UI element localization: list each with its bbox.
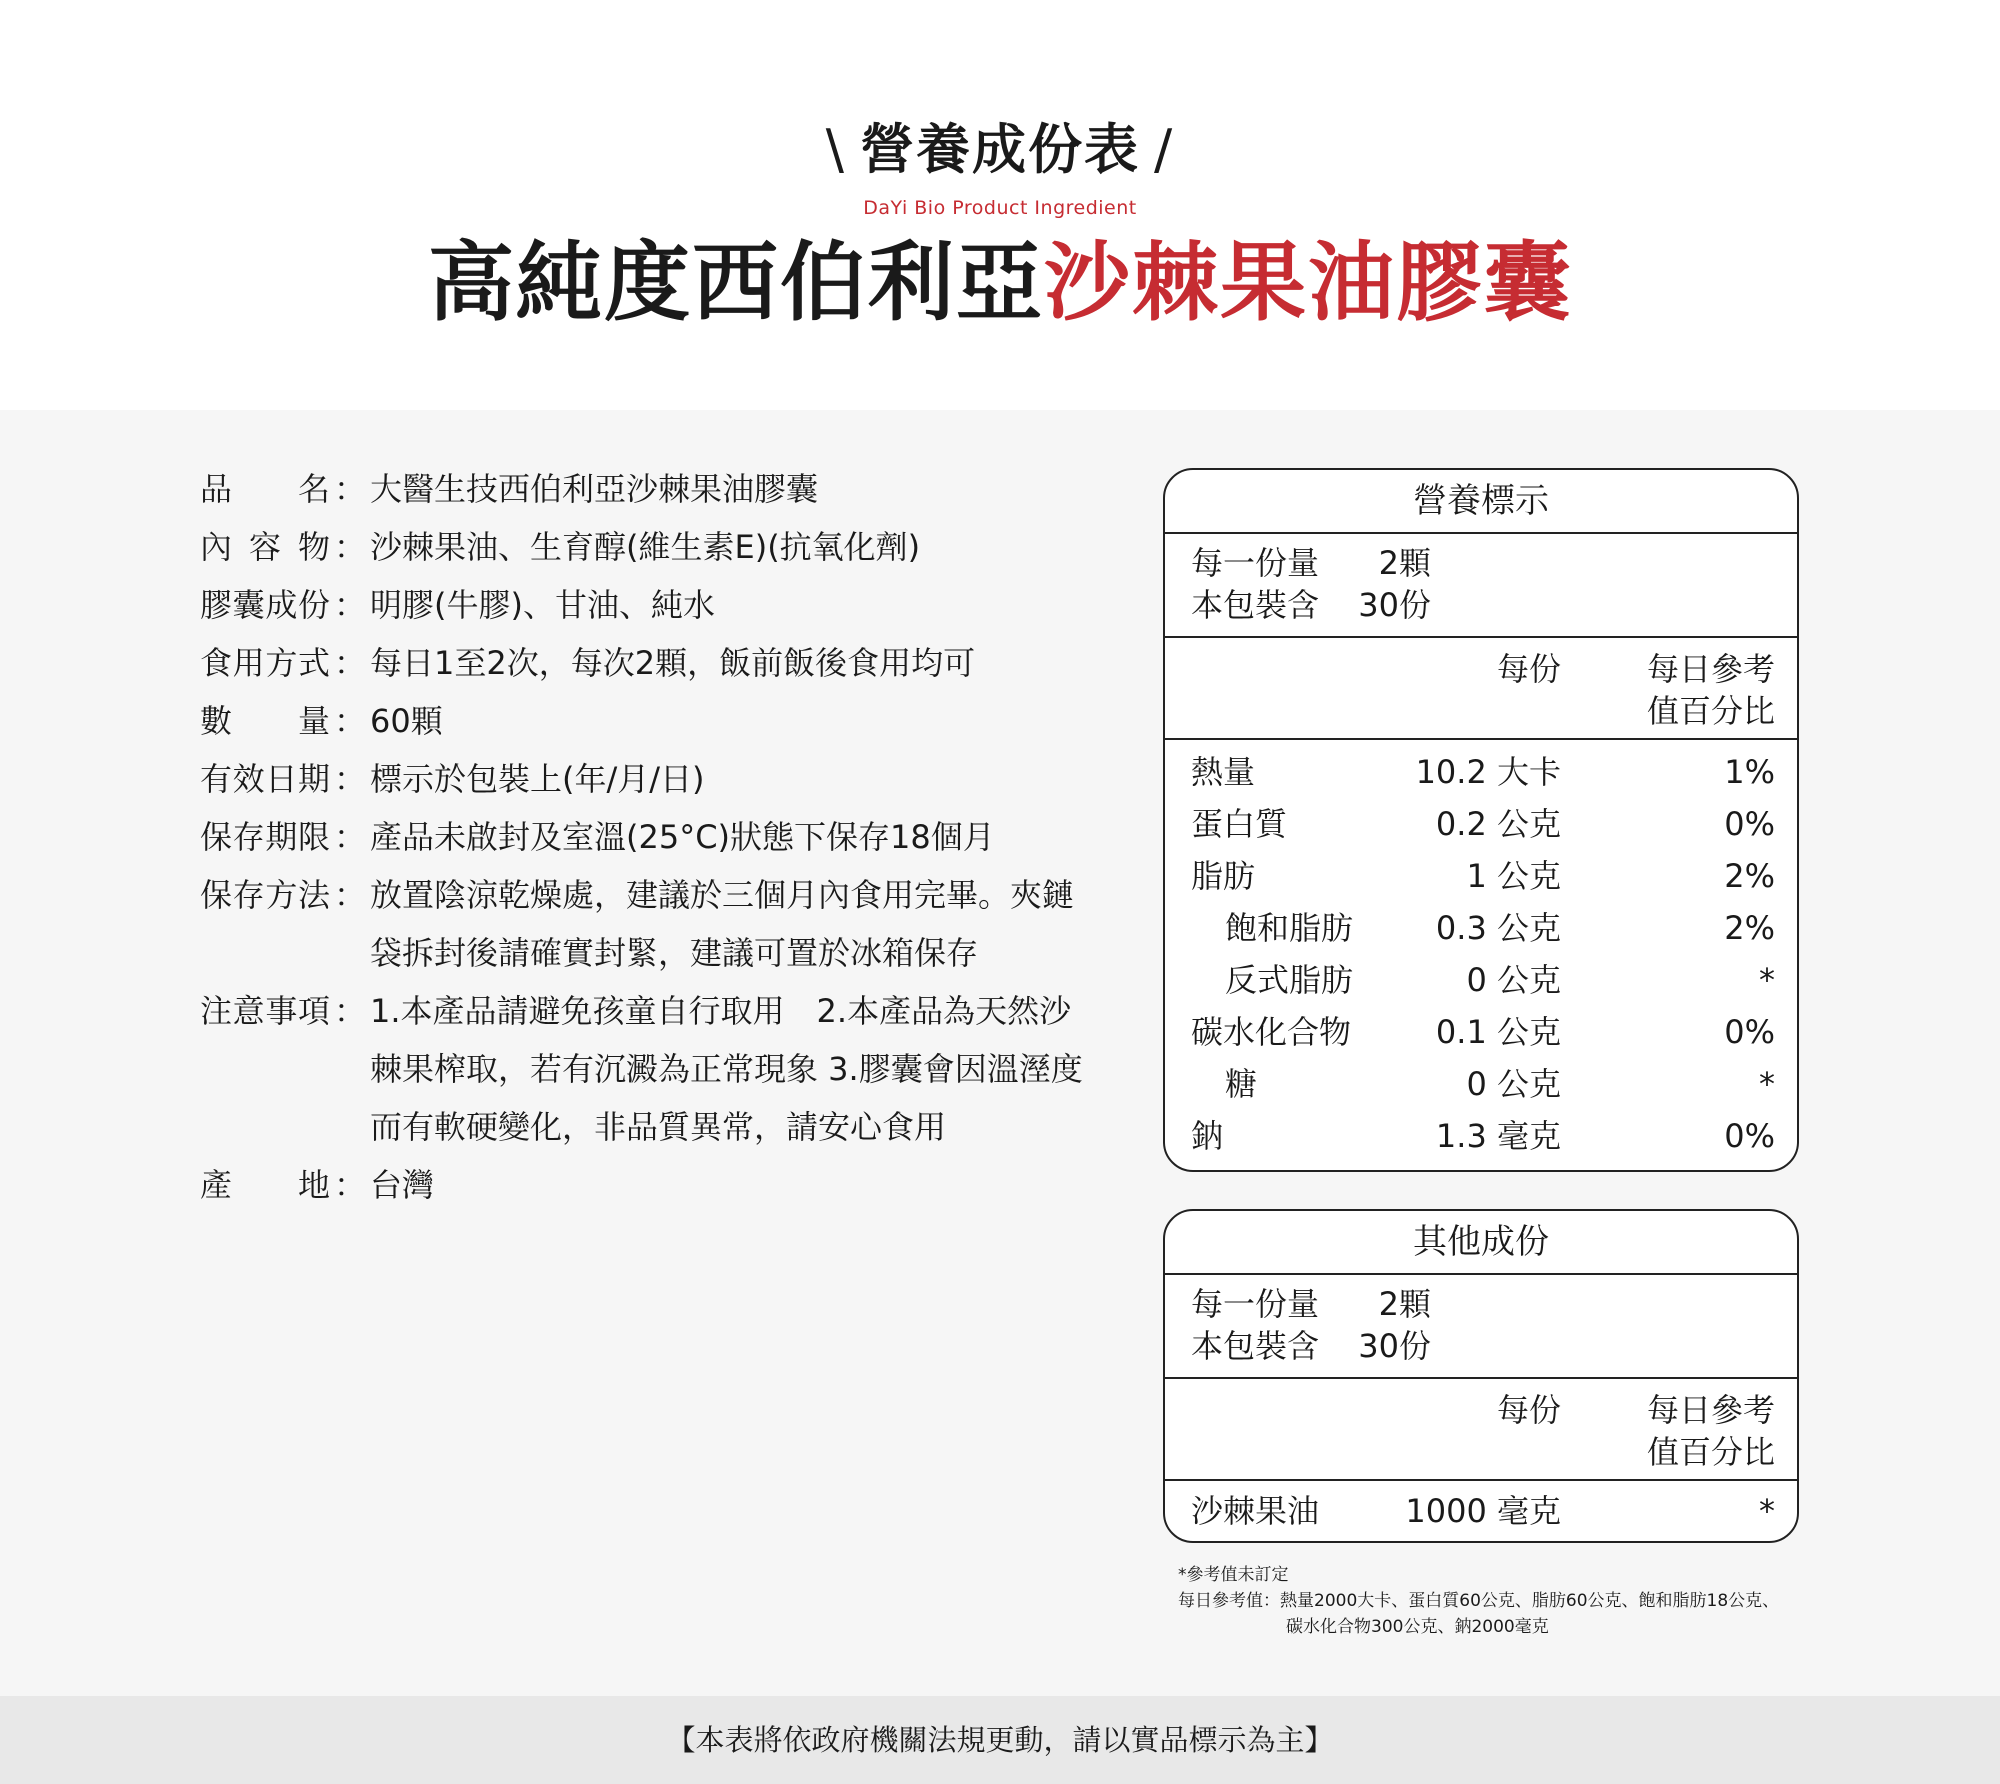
nutrient-row-trans-fat (1191, 954, 1775, 1006)
nutrient-amount: 10.2 大卡 (1415, 753, 1561, 791)
other-serving-size-row (1191, 1283, 1771, 1325)
info-row-notes (200, 982, 1100, 1156)
serving-value: 2顆 (1378, 1285, 1431, 1323)
nutrient-row-sugar (1191, 1058, 1775, 1110)
english-caption: DaYi Bio Product Ingredient (863, 197, 1137, 219)
info-label: 有效日期 (200, 760, 330, 798)
ingredient-row-seabuckthorn-oil (1191, 1485, 1775, 1537)
nutrient-amount: 0.1 公克 (1435, 1013, 1561, 1051)
info-colon: ： (333, 876, 366, 914)
nutrient-name: 熱量 (1191, 753, 1256, 791)
other-servings-per-pack-row (1191, 1325, 1771, 1367)
column-blank (1191, 1389, 1351, 1473)
nutrient-name: 反式脂肪 (1225, 961, 1354, 999)
product-info-list (200, 460, 1100, 1214)
info-label: 注意事項 (200, 992, 330, 1030)
info-colon: ： (333, 818, 366, 856)
pack-label: 本包裝含 (1191, 586, 1320, 624)
nutrient-amount: 0 公克 (1466, 1065, 1561, 1103)
info-colon: ： (333, 470, 366, 508)
column-daily-line2: 值百分比 (1646, 692, 1775, 730)
nutrition-title: 營養標示 (1165, 470, 1797, 534)
info-value: 標示於包裝上(年/月/日) (370, 760, 705, 798)
info-colon: ： (333, 760, 366, 798)
footnote-line3: 碳水化合物300公克、鈉2000毫克 (1286, 1617, 1549, 1637)
column-per-serving: 每份 (1496, 1391, 1561, 1429)
nutrient-name: 脂肪 (1191, 857, 1256, 895)
info-row-storage (200, 866, 1100, 982)
nutrient-amount: 0 公克 (1466, 961, 1561, 999)
servings-per-pack-row (1191, 584, 1771, 626)
info-value: 產品未啟封及室溫(25°C)狀態下保存18個月 (370, 818, 995, 856)
nutrient-amount: 0.3 公克 (1435, 909, 1561, 947)
slash-right: / (1154, 118, 1175, 181)
info-label: 品名 (200, 470, 330, 508)
title-black-part: 高純度西伯利亞 (428, 233, 1044, 333)
nutrient-percent: 1% (1724, 753, 1775, 791)
nutrient-row-fat (1191, 850, 1775, 902)
info-value: 每日1至2次，每次2顆，飯前飯後食用均可 (370, 644, 976, 682)
info-value: 1.本產品請避免孩童自行取用 2.本產品為天然沙棘果榨取，若有沉澱為正常現象 3.膠囊會因溫溼度而有軟硬變化，非品質異常，請安心食用 (370, 992, 1083, 1146)
info-row-shelf-life (200, 808, 1100, 866)
info-value: 明膠(牛膠)、甘油、純水 (370, 586, 715, 624)
nutrient-percent: * (1759, 961, 1775, 999)
footnote-line1: *參考值未訂定 (1178, 1565, 1289, 1585)
nutrient-percent: * (1759, 1065, 1775, 1103)
disclaimer-banner: 【本表將依政府機關法規更動，請以實品標示為主】 (0, 1696, 2000, 1784)
info-row-quantity (200, 692, 1100, 750)
ingredient-percent: * (1759, 1492, 1775, 1530)
pack-value: 30份 (1358, 586, 1431, 624)
serving-value: 2顆 (1378, 544, 1431, 582)
footnote (1178, 1562, 1779, 1640)
column-daily-line1: 每日參考 (1646, 1391, 1775, 1429)
info-label: 內容物 (200, 528, 330, 566)
info-row-contents (200, 518, 1100, 576)
info-label: 保存方法 (200, 876, 330, 914)
serving-info (1165, 534, 1797, 638)
info-colon: ： (333, 644, 366, 682)
nutrition-rows (1165, 740, 1797, 1170)
nutrient-amount: 1.3 毫克 (1435, 1117, 1561, 1155)
nutrient-row-saturated-fat (1191, 902, 1775, 954)
serving-label: 每一份量 (1191, 1285, 1320, 1323)
info-row-origin (200, 1156, 1100, 1214)
nutrient-amount: 0.2 公克 (1435, 805, 1561, 843)
nutrient-percent: 0% (1724, 1013, 1775, 1051)
nutrient-amount: 1 公克 (1466, 857, 1561, 895)
column-daily-value (1561, 648, 1775, 732)
content-area (0, 410, 2000, 1696)
info-value: 台灣 (370, 1166, 435, 1204)
ingredient-amount: 1000 毫克 (1405, 1492, 1561, 1530)
column-daily-value (1561, 1389, 1775, 1473)
slash-left: \ (825, 118, 846, 181)
info-value: 60顆 (370, 702, 443, 740)
nutrient-row-carbohydrate (1191, 1006, 1775, 1058)
page-header (0, 0, 2000, 410)
info-row-name (200, 460, 1100, 518)
column-per-serving: 每份 (1496, 650, 1561, 688)
info-row-usage (200, 634, 1100, 692)
nutrient-row-sodium (1191, 1110, 1775, 1162)
nutrient-name: 碳水化合物 (1191, 1013, 1352, 1051)
section-subtitle (0, 110, 2000, 190)
nutrient-row-calories (1191, 746, 1775, 798)
nutrient-name: 鈉 (1191, 1117, 1224, 1155)
ingredient-name: 沙棘果油 (1191, 1492, 1320, 1530)
nutrient-row-protein (1191, 798, 1775, 850)
nutrient-name: 糖 (1225, 1065, 1258, 1103)
info-value: 沙棘果油、生育醇(維生素E)(抗氧化劑) (370, 528, 921, 566)
nutrition-facts-box (1163, 468, 1799, 1172)
info-colon: ： (333, 1166, 366, 1204)
pack-value: 30份 (1358, 1327, 1431, 1365)
info-value: 放置陰涼乾燥處，建議於三個月內食用完畢。夾鏈袋拆封後請確實封緊，建議可置於冰箱保存 (370, 876, 1075, 972)
column-daily-line2: 值百分比 (1646, 1433, 1775, 1471)
info-label: 數量 (200, 702, 330, 740)
footnote-line2: 每日參考值：熱量2000大卡、蛋白質60公克、脂肪60公克、飽和脂肪18公克、 (1178, 1591, 1780, 1611)
pack-label: 本包裝含 (1191, 1327, 1320, 1365)
page-title (0, 228, 2000, 338)
nutrient-percent: 2% (1724, 857, 1775, 895)
info-label: 食用方式 (200, 644, 330, 682)
column-blank (1191, 648, 1351, 732)
info-colon: ： (333, 528, 366, 566)
info-row-capsule (200, 576, 1100, 634)
nutrition-column-header (1165, 638, 1797, 740)
nutrient-percent: 0% (1724, 805, 1775, 843)
column-daily-line1: 每日參考 (1646, 650, 1775, 688)
info-colon: ： (333, 992, 366, 1030)
other-rows (1165, 1481, 1797, 1541)
nutrient-percent: 0% (1724, 1117, 1775, 1155)
serving-label: 每一份量 (1191, 544, 1320, 582)
info-colon: ： (333, 586, 366, 624)
info-label: 產地 (200, 1166, 330, 1204)
info-value: 大醫生技西伯利亞沙棘果油膠囊 (370, 470, 819, 508)
nutrient-name: 蛋白質 (1191, 805, 1288, 843)
info-label: 膠囊成份 (200, 586, 330, 624)
info-row-expiry (200, 750, 1100, 808)
info-label: 保存期限 (200, 818, 330, 856)
other-title: 其他成份 (1165, 1211, 1797, 1275)
other-ingredients-box (1163, 1209, 1799, 1543)
other-column-header (1165, 1379, 1797, 1481)
nutrient-percent: 2% (1724, 909, 1775, 947)
subtitle-text: 營養成份表 (860, 118, 1140, 181)
serving-size-row (1191, 542, 1771, 584)
nutrient-name: 飽和脂肪 (1225, 909, 1354, 947)
info-colon: ： (333, 702, 366, 740)
title-red-part: 沙棘果油膠囊 (1044, 233, 1572, 333)
other-serving-info (1165, 1275, 1797, 1379)
